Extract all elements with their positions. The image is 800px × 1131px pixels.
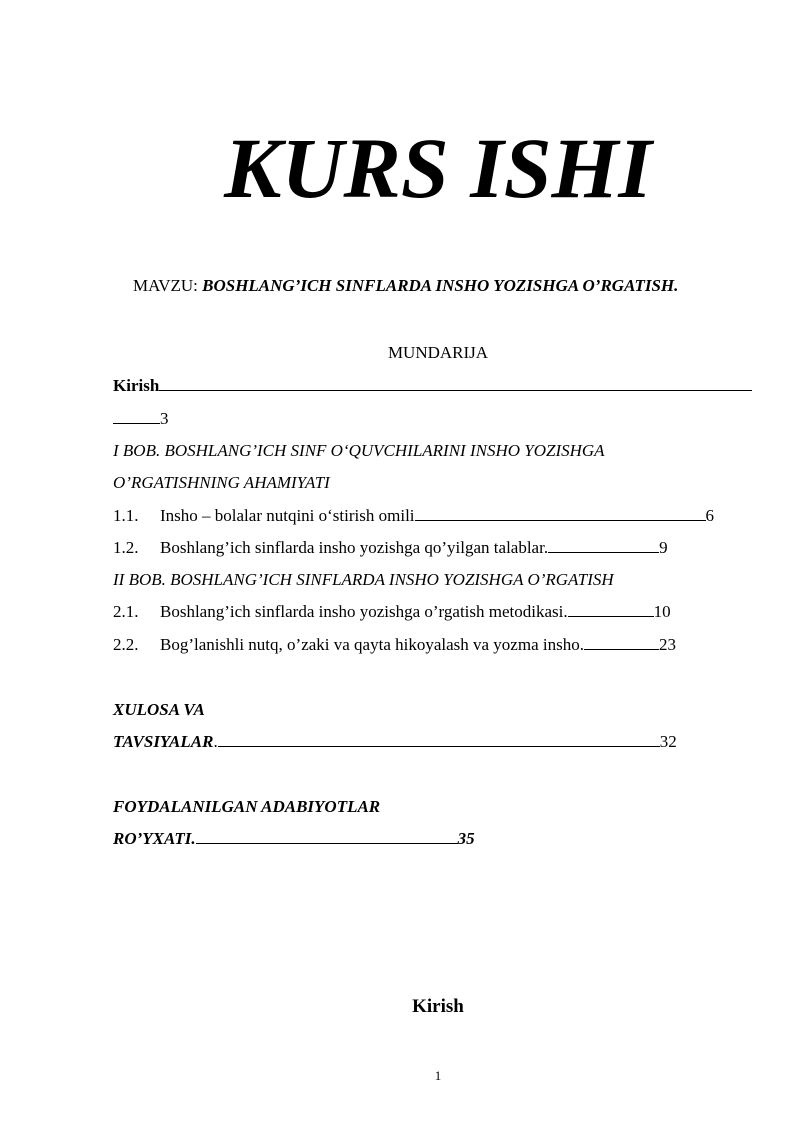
toc-item-text: Bog’lanishli nutq, o’zaki va qayta hikoyalash va yozma insho. (160, 635, 584, 654)
toc-leader (548, 537, 659, 553)
toc-references-line1: FOYDALANILGAN ADABIYOTLAR (113, 797, 381, 816)
toc-intro-label: Kirish (113, 376, 160, 395)
toc-references-page: 35 (457, 829, 475, 848)
toc-item-number: 2.2. (113, 635, 139, 654)
toc-item-number: 1.2. (113, 538, 139, 557)
toc-leader (568, 601, 654, 617)
toc-entry-intro (113, 375, 752, 397)
toc-heading: MUNDARIJA (387, 343, 489, 362)
toc-entry-intro-page-line (113, 408, 169, 430)
section-heading-intro: Kirish (412, 996, 464, 1017)
toc-conclusion-dot: . (213, 732, 218, 751)
toc-item-text: Insho – bolalar nutqini o‘stirish omili (160, 506, 415, 525)
toc-conclusion-line1: XULOSA VA (113, 700, 205, 719)
toc-item-page: 6 (705, 506, 715, 525)
toc-leader (113, 408, 160, 424)
topic-label: MAVZU: (133, 276, 203, 295)
toc-entry-2-2 (113, 634, 676, 656)
toc-leader (584, 634, 659, 650)
toc-entry-1-2 (113, 537, 668, 559)
toc-item-number: 2.1. (113, 602, 139, 621)
toc-conclusion-page: 32 (659, 732, 677, 751)
toc-conclusion-line2: TAVSIYALAR (113, 732, 214, 751)
toc-item-text: Boshlang’ich sinflarda insho yozishga o’rgatish metodikasi. (160, 602, 568, 621)
toc-entry-1-1 (113, 505, 714, 527)
toc-item-page: 23 (658, 635, 676, 654)
toc-intro-page: 3 (160, 409, 169, 428)
toc-leader (415, 505, 706, 521)
toc-entry-references (113, 828, 475, 850)
toc-leader (218, 731, 660, 747)
toc-chapter1-title-line2: O’RGATISHNING AHAMIYATI (113, 473, 330, 492)
toc-item-text: Boshlang’ich sinflarda insho yozishga qo’yilgan talablar. (160, 538, 549, 557)
toc-item-number: 1.1. (113, 506, 139, 525)
toc-leader (196, 828, 458, 844)
toc-leader (159, 375, 752, 391)
page-number: 1 (434, 1068, 442, 1083)
document-title: KURS ISHI (224, 120, 652, 216)
topic-value: BOSHLANG’ICH SINFLARDA INSHO YOZISHGA O’RGATISH. (202, 276, 679, 295)
toc-item-page: 10 (653, 602, 671, 621)
toc-entry-conclusion (113, 731, 677, 753)
toc-item-page: 9 (659, 538, 668, 557)
toc-chapter1-title-line1: I BOB. BOSHLANG’ICH SINF O‘QUVCHILARINI INSHO YOZISHGA (113, 441, 605, 460)
topic-line (133, 275, 678, 297)
toc-chapter2-title: II BOB. BOSHLANG’ICH SINFLARDA INSHO YOZISHGA O’RGATISH (113, 570, 614, 589)
toc-entry-2-1 (113, 601, 671, 623)
toc-references-line2: RO’YXATI. (113, 829, 196, 848)
